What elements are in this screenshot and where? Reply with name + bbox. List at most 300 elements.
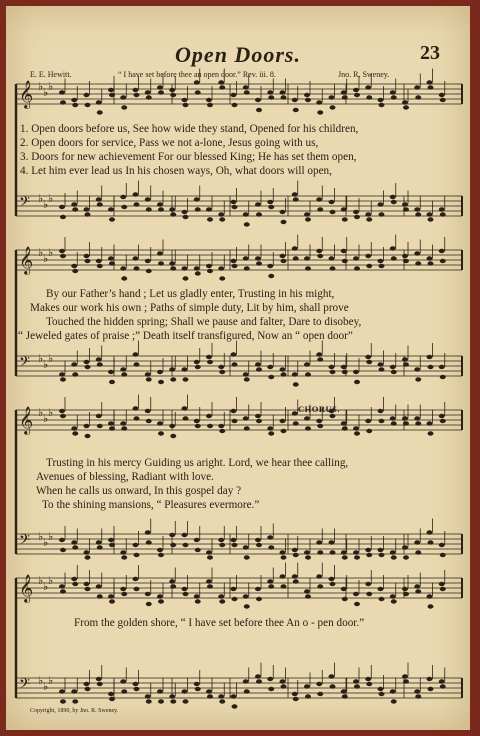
note-head (146, 602, 152, 606)
note-head (96, 197, 102, 201)
note-head (403, 207, 409, 211)
flat-icon: ♭ (38, 352, 44, 365)
note-head (206, 98, 212, 102)
flat-icon: ♭ (38, 674, 44, 687)
note-head (317, 110, 323, 114)
note-head (415, 212, 421, 216)
lyric-line: To the shining mansions, “ Pleasures evermore.” (42, 499, 260, 511)
note-head (256, 419, 262, 423)
note-head (71, 426, 77, 430)
note-head (120, 195, 126, 199)
note-head (146, 540, 152, 544)
note-head (440, 553, 446, 557)
note-head (267, 200, 273, 204)
note-head (427, 256, 433, 260)
note-head (379, 212, 385, 216)
note-head (231, 259, 237, 263)
note-head (391, 599, 397, 603)
note-head (329, 200, 335, 204)
note-head (427, 212, 433, 216)
note-head (109, 217, 115, 221)
note-head (195, 207, 201, 211)
note-head (268, 95, 274, 99)
note-head (146, 377, 152, 381)
note-head (195, 548, 201, 552)
note-head (414, 689, 420, 693)
note-head (109, 599, 115, 603)
note-head (341, 421, 347, 425)
note-head (268, 274, 274, 278)
note-head (304, 93, 310, 97)
note-head (146, 699, 152, 703)
note-head (218, 212, 224, 216)
note-head (415, 261, 421, 265)
note-head (60, 589, 66, 593)
note-head (109, 543, 115, 547)
note-head (206, 414, 212, 418)
note-head (206, 264, 212, 268)
note-head (244, 90, 250, 94)
note-head (428, 261, 434, 265)
note-head (85, 687, 91, 691)
note-head (330, 210, 336, 214)
note-head (440, 419, 446, 423)
note-head (305, 594, 311, 598)
lyric-line: When he calls us onward, In this gospel day ? (36, 485, 242, 497)
note-head (109, 426, 115, 430)
note-head (158, 553, 164, 557)
note-head (134, 416, 140, 420)
note-head (329, 674, 335, 678)
lyric-line: 2. Open doors for service, Pass we not a-lone, Jesus going with us, (20, 137, 319, 149)
note-head (195, 271, 201, 275)
note-head (85, 555, 91, 559)
note-head (281, 259, 287, 263)
note-head (439, 365, 445, 369)
note-head (304, 416, 310, 420)
note-head (292, 411, 298, 415)
note-head (170, 212, 176, 216)
note-head (281, 95, 287, 99)
note-head (403, 105, 409, 109)
note-head (293, 421, 299, 425)
note-head (59, 584, 65, 588)
note-head (365, 548, 371, 552)
note-head (219, 85, 225, 89)
note-head (232, 264, 238, 268)
note-head (182, 266, 188, 270)
note-head (304, 212, 310, 216)
note-head (218, 694, 224, 698)
note-head (255, 202, 261, 206)
note-head (121, 372, 127, 376)
note-head (330, 582, 336, 586)
flat-icon: ♭ (38, 80, 44, 93)
note-head (280, 254, 286, 258)
note-head (281, 429, 287, 433)
note-head (71, 362, 77, 366)
note-head (59, 689, 65, 693)
note-head (427, 530, 433, 534)
note-head (206, 689, 212, 693)
note-head (195, 687, 201, 691)
note-head (427, 421, 433, 425)
note-head (195, 599, 201, 603)
note-head (96, 414, 102, 418)
note-head (255, 538, 261, 542)
note-head (206, 207, 212, 211)
note-head (232, 362, 238, 366)
note-head (403, 259, 409, 263)
flat-icon: ♭ (48, 352, 54, 365)
note-head (59, 90, 65, 94)
treble-clef-icon: 𝄞 (19, 246, 34, 274)
note-head (316, 352, 322, 356)
note-head (281, 372, 287, 376)
hymn-title: Open Doors. (175, 42, 301, 67)
note-head (183, 699, 189, 703)
note-head (145, 90, 151, 94)
note-head (341, 550, 347, 554)
note-head (317, 207, 323, 211)
note-head (316, 574, 322, 578)
note-head (146, 207, 152, 211)
note-head (218, 365, 224, 369)
author-credit: E. E. Hewitt. (30, 70, 72, 79)
note-head (267, 677, 273, 681)
note-head (232, 597, 238, 601)
flat-icon: ♭ (48, 192, 54, 205)
note-head (365, 254, 371, 258)
note-head (169, 579, 175, 583)
note-head (145, 409, 151, 413)
note-head (293, 579, 299, 583)
note-head (280, 574, 286, 578)
note-head (71, 202, 77, 206)
note-head (169, 533, 175, 537)
flat-icon: ♭ (38, 530, 44, 543)
note-head (121, 689, 127, 693)
note-head (440, 684, 446, 688)
note-head (305, 98, 311, 102)
lyric-line: Avenues of blessing, Radiant with love. (36, 471, 214, 483)
note-head (329, 365, 335, 369)
note-head (317, 584, 323, 588)
note-head (71, 577, 77, 581)
note-head (182, 210, 188, 214)
page-number: 23 (420, 42, 440, 64)
note-head (268, 687, 274, 691)
note-head (72, 699, 78, 703)
flat-icon: ♭ (48, 530, 54, 543)
note-head (85, 103, 91, 107)
note-head (439, 93, 445, 97)
note-head (85, 212, 91, 216)
note-head (134, 362, 140, 366)
note-head (169, 261, 175, 265)
note-head (244, 604, 250, 608)
note-head (353, 370, 359, 374)
note-head (169, 207, 175, 211)
note-head (341, 90, 347, 94)
note-head (427, 80, 433, 84)
lyric-line: By our Father’s hand ; Let us gladly enter, Trusting in his might, (46, 288, 335, 300)
note-head (268, 375, 274, 379)
note-head (255, 674, 261, 678)
note-head (365, 419, 371, 423)
note-head (304, 589, 310, 593)
note-head (72, 582, 78, 586)
note-head (231, 352, 237, 356)
note-head (158, 699, 164, 703)
note-head (354, 93, 360, 97)
note-head (341, 207, 347, 211)
note-head (365, 85, 371, 89)
note-head (304, 362, 310, 366)
note-head (157, 370, 163, 374)
note-head (440, 212, 446, 216)
note-head (108, 692, 114, 696)
note-head (316, 100, 322, 104)
note-head (218, 424, 224, 428)
note-head (194, 360, 200, 364)
note-head (281, 555, 287, 559)
note-head (183, 377, 189, 381)
note-head (366, 360, 372, 364)
note-head (109, 697, 115, 701)
note-head (267, 90, 273, 94)
note-head (134, 587, 140, 591)
note-head (84, 254, 90, 258)
note-head (354, 266, 360, 270)
flat-icon: ♭ (43, 86, 49, 99)
note-head (256, 679, 262, 683)
note-head (402, 674, 408, 678)
note-head (231, 587, 237, 591)
chorus-label: CHORUS. (298, 404, 340, 414)
note-head (415, 421, 421, 425)
note-head (108, 370, 114, 374)
note-head (329, 540, 335, 544)
note-head (120, 679, 126, 683)
note-head (428, 365, 434, 369)
note-head (390, 689, 396, 693)
note-head (390, 195, 396, 199)
note-head (145, 372, 151, 376)
note-head (170, 543, 176, 547)
note-head (292, 98, 298, 102)
note-head (390, 594, 396, 598)
lyric-line: Makes our work his own ; Paths of simple duty, Lit by him, shall prove (30, 302, 349, 314)
note-head (84, 207, 90, 211)
note-head (330, 684, 336, 688)
note-head (121, 105, 127, 109)
note-head (341, 689, 347, 693)
note-head (133, 88, 139, 92)
note-head (244, 426, 250, 430)
note-head (243, 545, 249, 549)
note-head (316, 249, 322, 253)
note-head (72, 431, 78, 435)
lyric-line: 4. Let him ever lead us In his chosen ways, Oh, what doors will open, (20, 165, 332, 177)
note-head (256, 367, 262, 371)
note-head (158, 207, 164, 211)
note-head (243, 594, 249, 598)
note-head (268, 545, 274, 549)
hymn-page (6, 6, 470, 730)
note-head (60, 100, 66, 104)
note-head (330, 266, 336, 270)
note-head (415, 694, 421, 698)
note-head (183, 215, 189, 219)
note-head (85, 365, 91, 369)
note-head (439, 414, 445, 418)
note-head (365, 582, 371, 586)
note-head (292, 574, 298, 578)
note-head (145, 197, 151, 201)
note-head (96, 584, 102, 588)
note-head (109, 93, 115, 97)
note-head (256, 543, 262, 547)
note-head (207, 269, 213, 273)
note-head (427, 677, 433, 681)
note-head (232, 704, 238, 708)
note-head (96, 100, 102, 104)
note-head (316, 197, 322, 201)
note-head (72, 207, 78, 211)
note-head (353, 256, 359, 260)
note-head (243, 256, 249, 260)
note-head (439, 679, 445, 683)
bass-clef-icon: 𝄢 (19, 354, 30, 374)
flat-icon: ♭ (38, 406, 44, 419)
note-head (157, 689, 163, 693)
note-head (60, 414, 66, 418)
note-head (317, 550, 323, 554)
note-head (72, 103, 78, 107)
note-head (415, 550, 421, 554)
note-head (108, 256, 114, 260)
note-head (415, 95, 421, 99)
note-head (267, 365, 273, 369)
note-head (391, 200, 397, 204)
note-head (97, 424, 103, 428)
note-head (390, 365, 396, 369)
note-head (267, 579, 273, 583)
note-head (183, 276, 189, 280)
note-head (183, 543, 189, 547)
note-head (120, 550, 126, 554)
note-head (121, 555, 127, 559)
note-head (133, 192, 139, 196)
note-head (207, 217, 213, 221)
note-head (353, 210, 359, 214)
note-head (194, 682, 200, 686)
note-head (391, 555, 397, 559)
note-head (84, 360, 90, 364)
note-head (244, 555, 250, 559)
note-head (219, 429, 225, 433)
note-head (280, 367, 286, 371)
note-head (97, 545, 103, 549)
note-head (304, 256, 310, 260)
note-head (341, 365, 347, 369)
lyric-line: From the golden shore, “ I have set before thee An o - pen door.” (74, 617, 365, 629)
note-head (379, 367, 385, 371)
note-head (379, 597, 385, 601)
note-head (281, 684, 287, 688)
note-head (169, 88, 175, 92)
flat-icon: ♭ (48, 574, 54, 587)
note-head (97, 264, 103, 268)
note-head (292, 692, 298, 696)
note-head (293, 382, 299, 386)
note-head (182, 587, 188, 591)
note-head (134, 202, 140, 206)
note-head (292, 548, 298, 552)
note-head (157, 202, 163, 206)
note-head (133, 543, 139, 547)
note-head (365, 212, 371, 216)
note-head (134, 93, 140, 97)
note-head (134, 687, 140, 691)
note-head (293, 553, 299, 557)
note-head (281, 584, 287, 588)
note-head (59, 372, 65, 376)
note-head (293, 108, 299, 112)
bass-clef-icon: 𝄢 (19, 532, 30, 552)
note-head (415, 589, 421, 593)
note-head (293, 697, 299, 701)
note-head (133, 682, 139, 686)
note-head (293, 256, 299, 260)
note-head (354, 602, 360, 606)
note-head (97, 202, 103, 206)
note-head (428, 540, 434, 544)
note-head (71, 264, 77, 268)
note-head (71, 98, 77, 102)
flat-icon: ♭ (43, 580, 49, 593)
note-head (403, 592, 409, 596)
note-head (120, 587, 126, 591)
bass-clef-icon: 𝄢 (19, 676, 30, 696)
note-head (256, 597, 262, 601)
note-head (268, 584, 274, 588)
note-head (134, 553, 140, 557)
note-head (341, 587, 347, 591)
note-head (121, 205, 127, 209)
note-head (219, 699, 225, 703)
note-head (146, 419, 152, 423)
note-head (402, 202, 408, 206)
note-head (207, 360, 213, 364)
note-head (366, 217, 372, 221)
note-head (158, 261, 164, 265)
note-head (170, 584, 176, 588)
note-head (231, 200, 237, 204)
note-head (281, 220, 287, 224)
note-head (72, 372, 78, 376)
note-head (402, 416, 408, 420)
note-head (96, 357, 102, 361)
flat-icon: ♭ (43, 412, 49, 425)
note-head (72, 545, 78, 549)
flat-icon: ♭ (48, 80, 54, 93)
note-head (414, 540, 420, 544)
note-head (342, 259, 348, 263)
note-head (317, 357, 323, 361)
note-head (256, 261, 262, 265)
